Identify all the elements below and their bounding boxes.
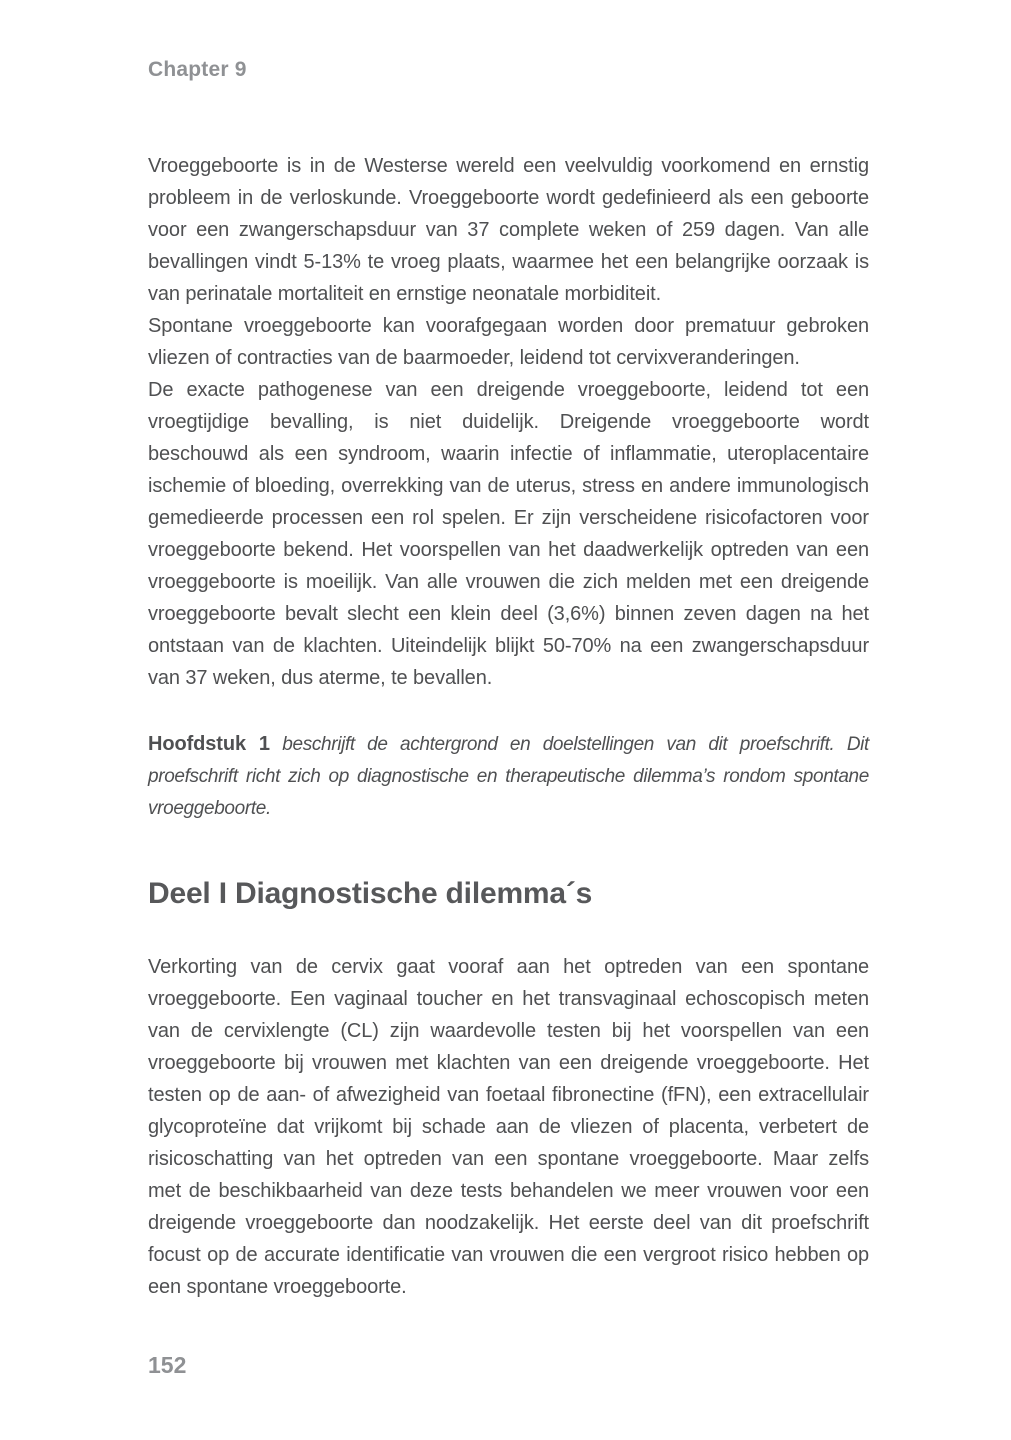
text-line: risicoschatting van het optreden van een spontane vroeggeboorte. Maar zelfs [148, 1148, 869, 1170]
text-line: Spontane vroeggeboorte kan voorafgegaan worden door prematuur gebroken [148, 315, 869, 337]
body-paragraph [148, 951, 869, 1303]
text-line: Hoofdstuk 1 beschrijft de achtergrond en doelstellingen van dit proefschrift. Dit [148, 733, 869, 755]
page-number: 152 [148, 1352, 187, 1378]
text-line: van de cervixlengte (CL) zijn waardevolle testen bij het voorspellen van een [148, 1020, 869, 1042]
text-line: van 37 weken, dus aterme, te bevallen. [148, 667, 493, 689]
text-line: Verkorting van de cervix gaat vooraf aan het optreden van een spontane [148, 956, 869, 978]
text-line: voor een zwangerschapsduur van 37 complete weken of 259 dagen. Van alle [148, 219, 869, 241]
paragraph-lead-bold: Hoofdstuk 1 [148, 733, 270, 755]
text-line: ontstaan van de klachten. Uiteindelijk blijkt 50-70% na een zwangerschapsduur [148, 635, 869, 657]
body-paragraph [148, 374, 869, 694]
text-line: probleem in de verloskunde. Vroeggeboorte wordt gedefinieerd als een geboorte [148, 187, 869, 209]
text-line: beschouwd als een syndroom, waarin infectie of inflammatie, uteroplacentaire [148, 443, 869, 465]
section-heading: Deel I Diagnostische dilemma´s [148, 877, 593, 910]
chapter-summary-paragraph [148, 728, 869, 825]
text-line: vroeggeboorte is moeilijk. Van alle vrouwen die zich melden met een dreigende [148, 571, 869, 593]
text-line: vroeggeboorte bevalt slecht een klein deel (3,6%) binnen zeven dagen na het [148, 603, 869, 625]
chapter-header: Chapter 9 [148, 58, 247, 81]
text-line: focust op de accurate identificatie van vrouwen die een vergroot risico hebben op [148, 1244, 869, 1266]
text-line: met de beschikbaarheid van deze tests behandelen we meer vrouwen voor een [148, 1180, 869, 1202]
text-line: vroeggeboorte bekend. Het voorspellen van het daadwerkelijk optreden van een [148, 539, 869, 561]
content-blocks [148, 150, 869, 1303]
text-line: glycoproteïne dat vrijkomt bij schade aan de vliezen of placenta, verbetert de [148, 1116, 869, 1138]
text-line: vroeggeboorte. Een vaginaal toucher en het transvaginaal echoscopisch meten [148, 988, 869, 1010]
text-line: vroeggeboorte. [148, 798, 271, 819]
text-line: bevallingen vindt 5-13% te vroeg plaats, waarmee het een belangrijke oorzaak is [148, 251, 869, 273]
text-line: een spontane vroeggeboorte. [148, 1276, 407, 1298]
text-line: gemedieerde processen een rol spelen. Er zijn verscheidene risicofactoren voor [148, 507, 869, 529]
text-line: ischemie of bloeding, overrekking van de uterus, stress en andere immunologisch [148, 475, 869, 497]
text-line: Vroeggeboorte is in de Westerse wereld een veelvuldig voorkomend en ernstig [148, 155, 869, 177]
body-paragraph [148, 150, 869, 310]
body-paragraph [148, 310, 869, 374]
text-line: testen op de aan- of afwezigheid van foetaal fibronectine (fFN), een extracellulair [148, 1084, 869, 1106]
text-line: vroegtijdige bevalling, is niet duidelijk. Dreigende vroeggeboorte wordt [148, 411, 869, 433]
text-line: van perinatale mortaliteit en ernstige neonatale morbiditeit. [148, 283, 662, 305]
text-line: dreigende vroeggeboorte dan noodzakelijk. Het eerste deel van dit proefschrift [148, 1212, 869, 1234]
text-line: vliezen of contracties van de baarmoeder, leidend tot cervixveranderingen. [148, 347, 800, 369]
text-line: vroeggeboorte bij vrouwen met klachten van een dreigende vroeggeboorte. Het [148, 1052, 869, 1074]
text-line: proefschrift richt zich op diagnostische en therapeutische dilemma’s rondom spontane [148, 766, 869, 787]
text-line: De exacte pathogenese van een dreigende vroeggeboorte, leidend tot een [148, 379, 869, 401]
